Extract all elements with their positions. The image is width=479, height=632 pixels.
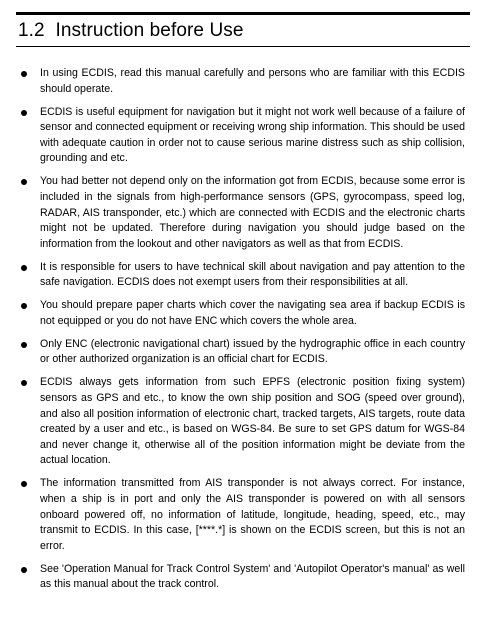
bullet-icon xyxy=(21,303,27,309)
instruction-list xyxy=(18,66,465,600)
section-heading xyxy=(16,12,470,47)
list-item-text: Only ENC (electronic navigational chart) issued by the hydrographic office in each country or other authorized organization is an official chart for ECDIS. xyxy=(40,337,465,366)
list-item-text: ECDIS is useful equipment for navigation but it might not work well because of a failure of sensor and connected equipment or receiving wrong ship information. This should be used with adequate caution in order not to cause serious marine distress such as ship collision, grounding and etc. xyxy=(40,105,465,165)
list-item xyxy=(18,66,465,97)
bullet-icon xyxy=(21,380,27,386)
list-item xyxy=(18,174,465,252)
bullet-icon xyxy=(21,481,27,487)
list-item-text: The information transmitted from AIS transponder is not always correct. For instance, when a ship is in port and only the AIS transponder is powered on with all sensors onboard powered off, no information of latitude, longitude, heading, speed, etc., may transmit to ECDIS. In this case, [****.*] is shown on the ECDIS screen, but this is not an error. xyxy=(40,477,465,552)
bullet-icon xyxy=(21,265,27,271)
bullet-icon xyxy=(21,567,27,573)
section-title: Instruction before Use xyxy=(55,20,244,41)
bullet-icon xyxy=(21,179,27,185)
list-item-text: In using ECDIS, read this manual carefully and persons who are familiar with this ECDIS should operate. xyxy=(40,67,465,95)
list-item xyxy=(18,476,465,554)
bullet-icon xyxy=(21,342,27,348)
bullet-icon xyxy=(21,71,27,77)
list-item-text: ECDIS always gets information from such EPFS (electronic position fixing system) sensors as GPS and etc., to know the own ship position and SOG (speed over ground), and also all position information of electronic chart, tracked targets, AIS targets, route data created by a user and etc., is based on WGS-84. Be sure to set GPS datum for WGS-84 and never change it, otherwise all of the position information might be deviate from the actual location. xyxy=(40,376,465,467)
list-item-text: You should prepare paper charts which cover the navigating sea area if backup ECDIS is not equipped or you do not have ENC which covers the whole area. xyxy=(40,299,465,327)
list-item-text: You had better not depend only on the information got from ECDIS, because some error is included in the signals from high-performance sensors (GPS, gyrocompass, speed log, RADAR, AIS transponder, etc.) which are connected with ECDIS and the electronic charts might not be updated. Therefore during navigation you should judge based on the information from the lookout and other navigators as well as that from ECDIS. xyxy=(40,175,465,250)
list-item xyxy=(18,337,465,368)
list-item xyxy=(18,562,465,593)
list-item xyxy=(18,375,465,469)
list-item xyxy=(18,298,465,329)
list-item-text: It is responsible for users to have technical skill about navigation and pay attention to the safe navigation. ECDIS does not exempt users from their responsibilities at all. xyxy=(40,260,465,289)
list-item xyxy=(18,105,465,167)
bullet-icon xyxy=(21,110,27,116)
list-item-text: See 'Operation Manual for Track Control System' and 'Autopilot Operator's manual' as well as this manual about the track control. xyxy=(40,562,465,591)
list-item xyxy=(18,260,465,291)
section-number: 1.2 xyxy=(18,20,45,41)
